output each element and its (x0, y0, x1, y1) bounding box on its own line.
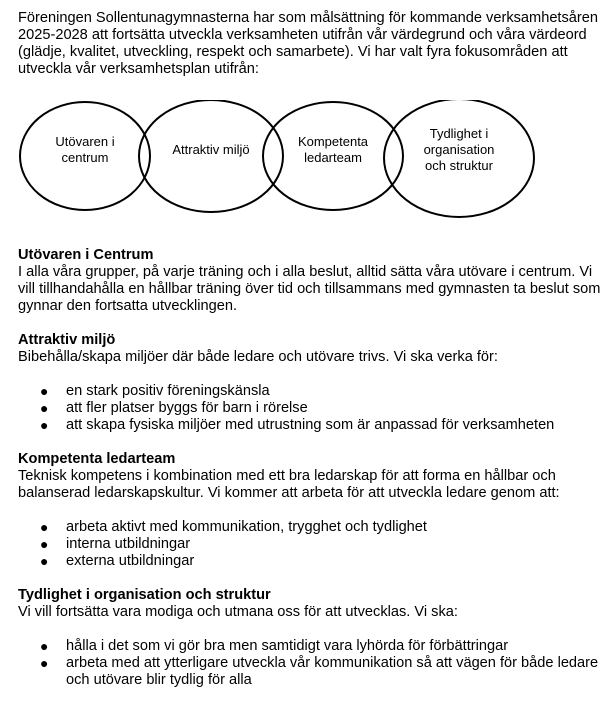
section-heading: Utövaren i Centrum (18, 247, 154, 263)
section-heading: Kompetenta ledarteam (18, 451, 176, 467)
bullet-icon: ● (40, 400, 49, 416)
section-text: Bibehålla/skapa miljöer där både ledare och utövare trivs. Vi ska verka för: (18, 349, 498, 365)
circle-label-kompetenta-ledarteam: Kompetenta ledarteam (297, 134, 369, 165)
list-item-text: att fler platser byggs för barn i rörelse (66, 400, 308, 416)
list-item (18, 400, 608, 417)
section-text: Vi vill fortsätta vara modiga och utmana oss för att utvecklas. Vi ska: (18, 604, 458, 620)
bullet-list (18, 638, 608, 689)
bullet-icon: ● (40, 519, 49, 535)
list-item (18, 553, 608, 570)
bullet-icon: ● (40, 655, 49, 671)
focus-areas-diagram (18, 100, 608, 220)
list-item-text: interna utbildningar (66, 536, 191, 552)
section-kompetenta-ledarteam (18, 451, 608, 570)
section-text: Teknisk kompetens i kombination med ett bra ledarskap för att forma en hållbar och balanserad ledarskapskultur. Vi kommer att arbeta för att utveckla ledare genom att: (18, 468, 560, 501)
circle-label-tydlighet: Tydlighet i organisation och struktur (423, 126, 495, 173)
section-tydlighet (18, 587, 608, 689)
section-attraktiv-miljo (18, 332, 608, 434)
bullet-icon: ● (40, 553, 49, 569)
bullet-icon: ● (40, 417, 49, 433)
section-heading: Attraktiv miljö (18, 332, 116, 348)
list-item (18, 638, 608, 655)
list-item (18, 536, 608, 553)
list-item-text: en stark positiv föreningskänsla (66, 383, 270, 399)
list-item-text: arbeta aktivt med kommunikation, trygghet och tydlighet (66, 519, 427, 535)
bullet-icon: ● (40, 383, 49, 399)
circle-label-attraktiv-miljo: Attraktiv miljö (172, 142, 250, 157)
list-item-text: arbeta med att ytterligare utveckla vår kommunikation så att vägen för både ledare och utövare blir tydlig för alla (66, 655, 599, 688)
bullet-list (18, 383, 608, 434)
bullet-list (18, 519, 608, 570)
list-item-text: externa utbildningar (66, 553, 195, 569)
section-utovaren (18, 247, 608, 315)
list-item (18, 519, 608, 536)
list-item-text: hålla i det som vi gör bra men samtidigt vara lyhörda för förbättringar (66, 638, 509, 654)
bullet-icon: ● (40, 638, 49, 654)
document-page (18, 10, 608, 689)
circle-label-utovaren: Utövaren i centrum (55, 134, 115, 165)
intro-paragraph: Föreningen Sollentunagymnasterna har som målsättning för kommande verksamhetsåren 2025-2028 att fortsätta utveckla verksamheten utifrån vår värdegrund och våra värdeord (glädje, kvalitet, utveckling, respekt och samarbete). Vi har valt fyra fokusområden att utveckla vår verksamhetsplan utifrån: (18, 10, 598, 77)
list-item-text: att skapa fysiska miljöer med utrustning som är anpassad för verksamheten (66, 417, 555, 433)
bullet-icon: ● (40, 536, 49, 552)
list-item (18, 655, 608, 689)
list-item (18, 417, 608, 434)
section-text: I alla våra grupper, på varje träning och i alla beslut, alltid sätta våra utövare i centrum. Vi vill tillhandahålla en hållbar träning över tid och tillsammans med gymnasten ta beslut som gynnar den fortsatta utvecklingen. (18, 264, 601, 314)
list-item (18, 383, 608, 400)
section-heading: Tydlighet i organisation och struktur (18, 587, 271, 603)
